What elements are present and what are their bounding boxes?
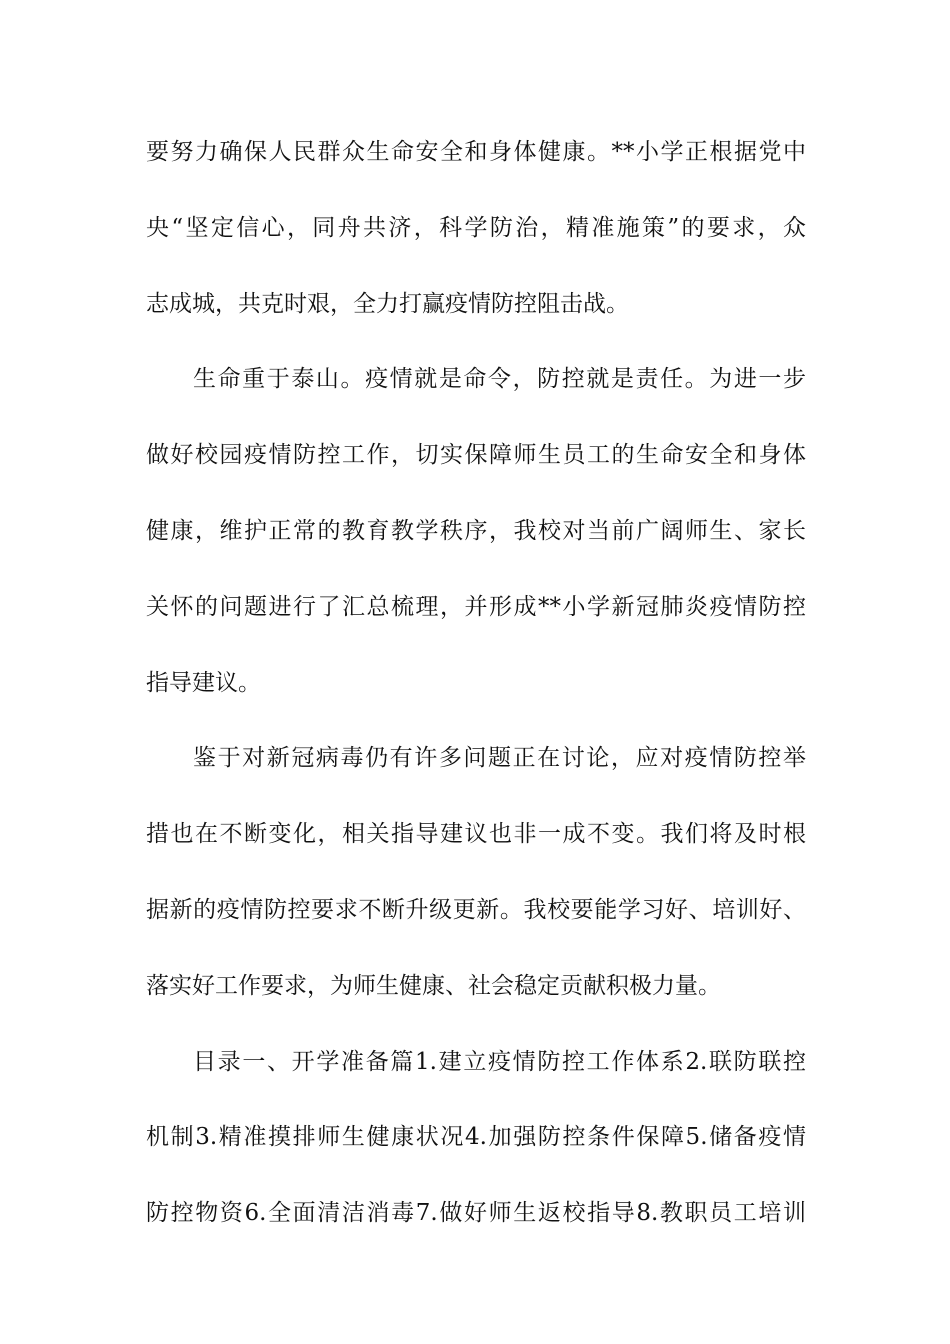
paragraph-2-line-4: 关怀的问题进行了汇总梳理，并形成**小学新冠肺炎疫情防控 (146, 593, 806, 620)
toc-line-1: 目录一、开学准备篇1.建立疫情防控工作体系2.联防联控 (193, 1048, 806, 1075)
paragraph-3-line-1: 鉴于对新冠病毒仍有许多问题正在讨论，应对疫情防控举 (193, 745, 806, 772)
paragraph-3-line-4: 落实好工作要求，为师生健康、社会稳定贡献积极力量。 (146, 972, 721, 999)
paragraph-3-line-2: 措也在不断变化，相关指导建议也非一成不变。我们将及时根 (146, 821, 806, 848)
paragraph-2-line-2: 做好校园疫情防控工作，切实保障师生员工的生命安全和身体 (146, 442, 806, 469)
toc-line-2: 机制3.精准摸排师生健康状况4.加强防控条件保障5.储备疫情 (146, 1124, 806, 1151)
paragraph-1-line-3: 志成城，共克时艰，全力打赢疫情防控阻击战。 (146, 290, 629, 317)
paragraph-2-line-1: 生命重于泰山。疫情就是命令，防控就是责任。为进一步 (193, 366, 806, 393)
paragraph-2-line-5: 指导建议。 (146, 669, 261, 696)
paragraph-1-line-1: 要努力确保人民群众生命安全和身体健康。**小学正根据党中 (146, 139, 806, 165)
toc-line-3: 防控物资6.全面清洁消毒7.做好师生返校指导8.教职员工培训 (146, 1200, 806, 1227)
paragraph-3-line-3: 据新的疫情防控要求不断升级更新。我校要能学习好、培训好、 (146, 896, 806, 923)
document-body (146, 118, 806, 1255)
paragraph-1-line-2: 央“坚定信心，同舟共济，科学防治，精准施策”的要求，众 (146, 214, 806, 241)
paragraph-2-line-3: 健康，维护正常的教育教学秩序，我校对当前广阔师生、家长 (146, 517, 806, 544)
